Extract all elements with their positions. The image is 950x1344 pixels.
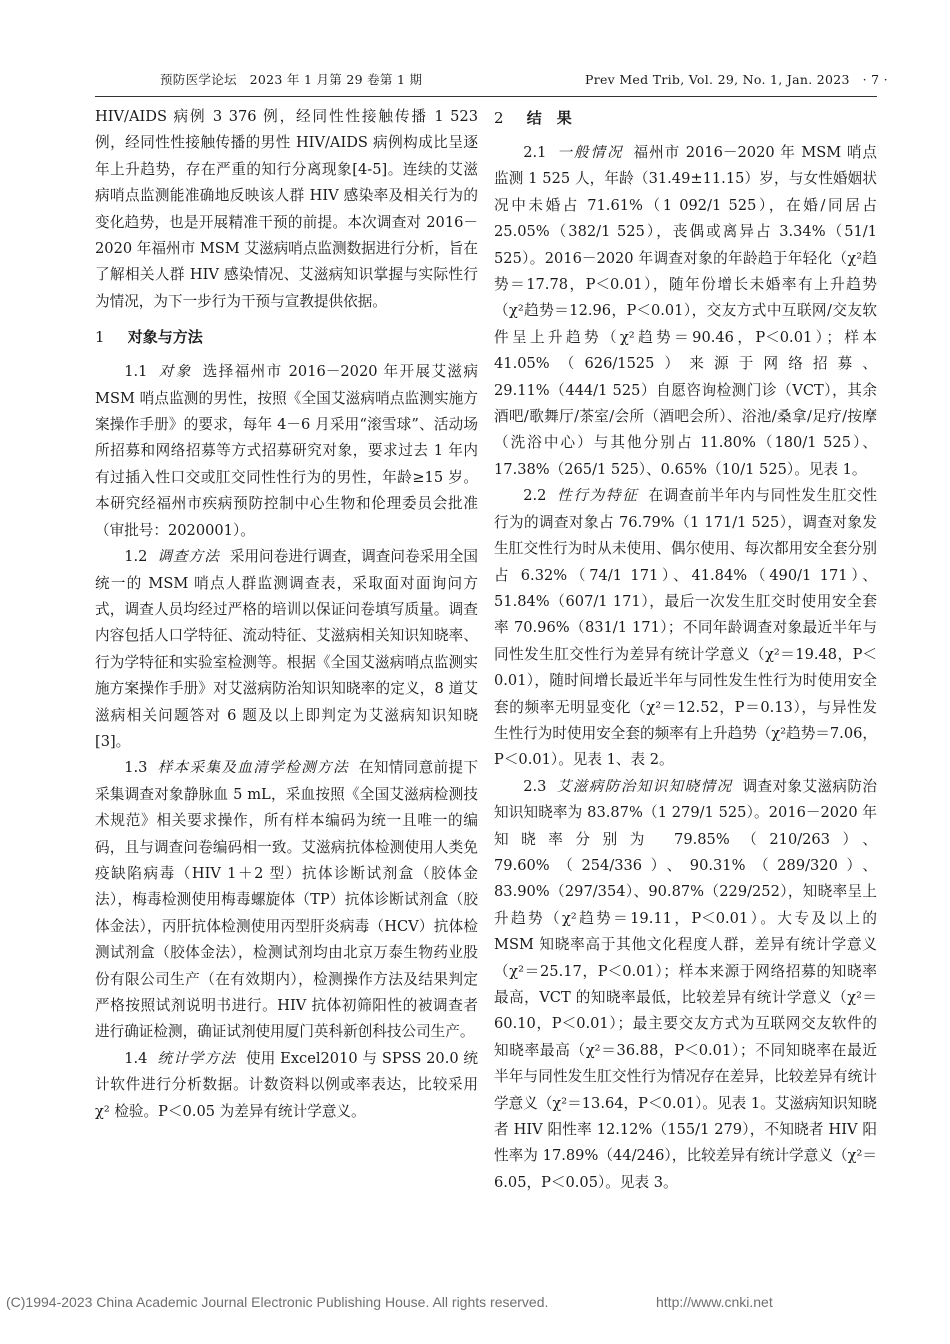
subsection-number: 2.1 (523, 144, 547, 161)
subsection-2-2 (494, 483, 877, 773)
page-header (0, 0, 950, 100)
page-footer (0, 1294, 950, 1324)
section-title: 对象与方法 (127, 328, 203, 347)
subsection-text: 采用问卷进行调查，调查问卷采用全国统一的 MSM 哨点人群监测调查表，采取面对面询问方式，调查人员均经过严格的培训以保证问卷填写质量。调查内容包括人口学特征、流动特征、艾滋病相关知识知晓率、行为学特征和实验室检测等。根据《全国艾滋病哨点监测实施方案操作手册》对艾滋病防治知识知晓率的定义，8 道艾滋病相关问题答对 6 题及以上即判定为艾滋病知识知晓[3]。 (95, 548, 478, 750)
subsection-text: 使用 Excel2010 与 SPSS 20.0 统计软件进行分析数据。计数资料以例或率表达，比较采用 χ² 检验。P＜0.05 为差异有统计学意义。 (95, 1049, 478, 1120)
subsection-1-2 (95, 544, 478, 755)
subsection-heading (523, 144, 623, 161)
subsection-1-4 (95, 1046, 478, 1125)
subsection-number: 1.3 (124, 759, 148, 777)
cnki-link[interactable]: http://www.cnki.net (656, 1294, 773, 1310)
subsection-heading (124, 1050, 236, 1067)
subsection-number: 2.2 (523, 487, 547, 505)
subsection-title: 艾滋病防治知识知晓情况 (556, 777, 733, 795)
subsection-title: 样本采集及血清学检测方法 (157, 759, 349, 777)
subsection-1-3 (95, 755, 478, 1045)
section-heading-methods (95, 323, 478, 351)
subsection-title: 统计学方法 (157, 1049, 237, 1067)
subsection-text: 选择福州市 2016－2020 年开展艾滋病 MSM 哨点监测的男性，按照《全国艾滋病哨点监测实施方案操作手册》的要求，每年 4－6 月采用“滚雪球”、活动场所招募和网络招募等方式招募研究对象，要求过去 1 年内有过插入性口交或肛交同性性行为的男性，年龄≥15 岁。本研究经福州市疾病预防控制中心生物和伦理委员会批准（审批号：2020001）。 (95, 363, 478, 539)
subsection-heading (124, 548, 220, 565)
subsection-heading (523, 487, 638, 504)
subsection-heading (124, 759, 349, 776)
journal-citation-label: Prev Med Trib, Vol. 29, No. 1, Jan. 2023 · 7 · (585, 72, 888, 87)
subsection-heading (523, 778, 732, 795)
journal-issue-label: 预防医学论坛 2023 年 1 月第 29 卷第 1 期 (160, 72, 423, 87)
subsection-1-1 (95, 359, 478, 544)
subsection-2-1 (494, 140, 877, 483)
header-rule (95, 96, 877, 97)
section-title: 结 果 (526, 109, 572, 127)
copyright-notice: (C)1994-2023 China Academic Journal Electronic Publishing House. All rights reserved. (6, 1294, 549, 1310)
subsection-2-3 (494, 774, 877, 1197)
subsection-number: 1.2 (124, 548, 148, 566)
right-column (494, 104, 877, 1196)
subsection-title: 调查方法 (157, 548, 220, 566)
subsection-number: 2.3 (523, 777, 547, 795)
section-number: 2 (494, 109, 504, 127)
subsection-text: 在调查前半年内与同性发生肛交性行为的调查对象占 76.79%（1 171/1 525），调查对象发生肛交性行为时从未使用、偶尔使用、每次都用安全套分别占 6.32%（74/1 171）、41.84%（490/1 171）、51.84%（607/1 171），最后一次发生肛交时使用安全套率 70.96%（831/1 171）；不同年龄调查对象最近半年与同性发生肛交性行为差异有统计学意义（χ²＝19.48，P＜0.01），随时间增长最近半年与同性发生性行为时使用安全套的频率无明显变化（χ²＝12.52，P＝0.13），与异性发生性行为时使用安全套的频率有上升趋势（χ²趋势＝7.06，P＜0.01）。见表 1、表 2。 (494, 487, 877, 769)
section-number: 1 (95, 328, 105, 347)
subsection-title: 一般情况 (556, 144, 624, 161)
section-heading-results (494, 104, 877, 132)
subsection-number: 1.1 (124, 363, 148, 381)
subsection-text: 福州市 2016－2020 年 MSM 哨点监测 1 525 人，年龄（31.49±11.15）岁，与女性婚姻状况中未婚占 71.61%（1 092/1 525），在婚/同居占 25.05%（382/1 525），丧偶或离异占 3.34%（51/1 525）。2016－2020 年调查对象的年龄趋于年轻化（χ²趋势＝17.78，P＜0.01），随年份增长未婚率有上升趋势（χ²趋势＝12.96，P＜0.01），交友方式中互联网/交友软件呈上升趋势（χ²趋势＝90.46，P＜0.01）；样本 41.05%（626/1525）来源于网络招募、29.11%（444/1 525）自愿咨询检测门诊（VCT），其余酒吧/歌舞厅/茶室/会所（酒吧会所）、浴池/桑拿/足疗/按摩（洗浴中心）与其他分别占 11.80%（180/1 525）、17.38%（265/1 525）、0.65%（10/1 525）。见表 1。 (494, 144, 877, 478)
left-column (95, 104, 478, 1125)
subsection-text: 在知情同意前提下采集调查对象静脉血 5 mL，采血按照《全国艾滋病检测技术规范》相关要求操作，所有样本编码为统一且唯一的编码，且与调查问卷编码相一致。艾滋病抗体检测使用人类免疫缺陷病毒（HIV 1＋2 型）抗体诊断试剂盒（胶体金法），梅毒检测使用梅毒螺旋体（TP）抗体诊断试剂盒（胶体金法），丙肝抗体检测使用丙型肝炎病毒（HCV）抗体检测试剂盒（胶体金法），检测试剂均由北京万泰生物药业股份有限公司生产（在有效期内），检测操作方法及结果判定严格按照试剂说明书进行。HIV 抗体初筛阳性的被调查者进行确证检测，确证试剂使用厦门英科新创科技公司生产。 (95, 759, 478, 1041)
intro-paragraph: HIV/AIDS 病例 3 376 例，经同性性接触传播 1 523 例，经同性性接触传播的男性 HIV/AIDS 病例构成比呈逐年上升趋势，存在严重的知行分离现象[4-5]。连续的艾滋病哨点监测能准确地反映该人群 HIV 感染率及相关行为的变化趋势，也是开展精准干预的前提。本次调查对 2016－2020 年福州市 MSM 艾滋病哨点监测数据进行分析，旨在了解相关人群 HIV 感染情况、艾滋病知识掌握与实际性行为情况，为下一步行为干预与宣教提供依据。 (95, 108, 478, 310)
subsection-heading (124, 363, 193, 380)
subsection-number: 1.4 (124, 1049, 148, 1067)
subsection-title: 对象 (157, 363, 193, 381)
subsection-text: 调查对象艾滋病防治知识知晓率为 83.87%（1 279/1 525）。2016－2020 年知晓率分别为 79.85%（210/263）、79.60%（254/336）、90.31%（289/320）、83.90%（297/354）、90.87%（229/252），知晓率呈上升趋势（χ²趋势＝19.11，P＜0.01）。大专及以上的 MSM 知晓率高于其他文化程度人群，差异有统计学意义（χ²＝25.17，P＜0.01）；样本来源于网络招募的知晓率最高，VCT 的知晓率最低，比较差异有统计学意义（χ²＝60.10，P＜0.01）；最主要交友方式为互联网交友软件的知晓率最高（χ²＝36.88，P＜0.01）；不同知晓率在最近半年与同性发生肛交性行为情况存在差异，比较差异有统计学意义（χ²＝13.64，P＜0.01）。见表 1。艾滋病知识知晓者 HIV 阳性率 12.12%（155/1 279），不知晓者 HIV 阳性率为 17.89%（44/246），比较差异有统计学意义（χ²＝6.05，P＜0.05）。见表 3。 (494, 777, 877, 1191)
subsection-title: 性行为特征 (556, 487, 639, 505)
